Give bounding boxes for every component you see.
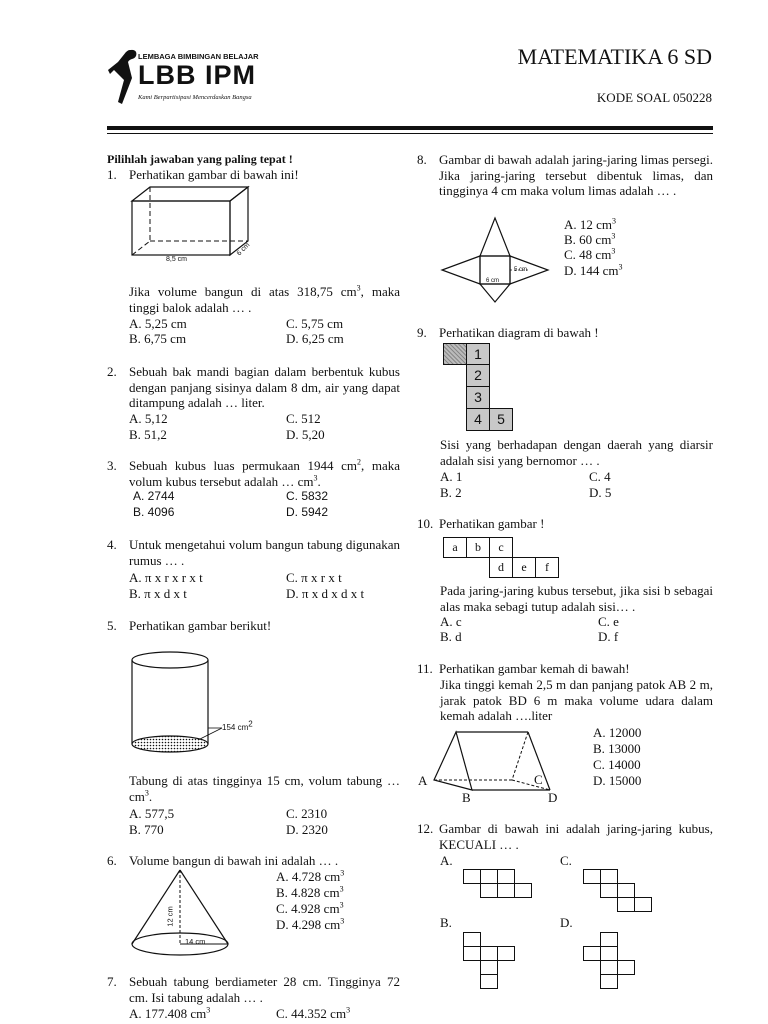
logo-org-big: LBB IPM — [138, 60, 256, 90]
q9-option-b[interactable]: B. 2 — [440, 485, 462, 500]
q11-text: Perhatikan gambar kemah di bawah! — [439, 661, 630, 676]
q6-option-c[interactable]: C. 4.928 $cm^3$ — [276, 900, 344, 916]
q6-number: 6. — [107, 853, 117, 868]
q8-option-b[interactable]: B. 60 $cm^3$ — [564, 231, 616, 247]
q1-text: Perhatikan gambar di bawah ini! — [129, 167, 299, 182]
q12-text: Gambar di bawah ini adalah jaring-jaring kubus, KECUALI … . — [439, 821, 713, 852]
q2-option-b[interactable]: B. 51,2 — [129, 427, 167, 442]
q9-face-3: 3 — [466, 386, 490, 409]
q10-option-d[interactable]: D. f — [598, 629, 619, 644]
q9-text: Perhatikan diagram di bawah ! — [439, 325, 599, 340]
q3-option-a[interactable]: A. 2744 — [133, 489, 175, 503]
logo-tagline: Kami Berpartisipasi Mencerdaskan Bangsa — [138, 94, 252, 101]
q5-body: Tabung di atas tingginya 15 cm, volum tabung … $cm^3$. — [129, 773, 400, 804]
q12-number: 12. — [417, 821, 434, 836]
q11-number: 11. — [417, 661, 433, 676]
q8-option-c[interactable]: C. 48 $cm^3$ — [564, 246, 616, 262]
cuboid-figure — [128, 185, 268, 265]
q1-label-width: 6 cm — [235, 241, 252, 258]
q11-point-c: C — [534, 772, 543, 787]
q1-option-d[interactable]: D. 6,25 cm — [286, 331, 344, 346]
question-2 — [107, 364, 400, 414]
q12-option-d[interactable]: D. — [560, 915, 573, 930]
q7-option-a[interactable]: A. 177.408 $cm^3$ — [129, 1005, 211, 1021]
q3-option-c[interactable]: C. 5832 — [286, 489, 329, 503]
q7-number: 7. — [107, 974, 117, 989]
q4-option-a[interactable]: A. π x r x r x t — [129, 570, 203, 585]
pyramid-net-figure — [440, 214, 552, 304]
cube-net-9 — [443, 343, 513, 433]
q4-option-c[interactable]: C. π x r x t — [286, 570, 342, 585]
q3-option-d[interactable]: D. 5942 — [286, 505, 329, 519]
q5-option-b[interactable]: B. 770 — [129, 822, 164, 837]
q8-label-side: 6 cm — [486, 278, 500, 284]
q1-label-length: 8,5 cm — [166, 256, 188, 263]
q6-label-height: 12 cm — [165, 906, 175, 927]
cylinder-figure — [128, 648, 238, 758]
q11-point-b: B — [462, 790, 471, 805]
q11-point-d: D — [548, 790, 558, 805]
q5-number: 5. — [107, 618, 117, 633]
q9-shaded-face — [443, 343, 467, 365]
q9-face-1: 1 — [466, 343, 490, 365]
q9-option-c[interactable]: C. 4 — [589, 469, 611, 484]
q9-face-2: 2 — [466, 364, 490, 387]
q2-option-d[interactable]: D. 5,20 — [286, 427, 325, 442]
q11-point-a: A — [418, 773, 428, 788]
q10-body: Pada jaring-jaring kubus tersebut, jika sisi b sebagai alas maka sebagi tutup adalah sisi… . — [440, 583, 713, 614]
q9-number: 9. — [417, 325, 427, 340]
q12-net-c — [583, 869, 643, 914]
q2-option-a[interactable]: A. 5,12 — [129, 411, 168, 426]
question-3 — [107, 458, 400, 490]
question-9 — [417, 325, 713, 343]
q10-face-b: b — [466, 537, 490, 558]
instruction: Pilihlah jawaban yang paling tepat ! — [107, 152, 293, 166]
q12-option-b[interactable]: B. — [440, 915, 452, 930]
q8-label-slant: 5 cm — [514, 267, 528, 273]
q1-number: 1. — [107, 167, 117, 182]
q9-option-a[interactable]: A. 1 — [440, 469, 463, 484]
q5-option-c[interactable]: C. 2310 — [286, 806, 328, 821]
q7-text: Sebuah tabung berdiameter 28 cm. Tingginya 72 cm. Isi tabung adalah … . — [129, 974, 400, 1005]
exam-code: KODE SOAL 050228 — [596, 90, 712, 105]
q1-option-a[interactable]: A. 5,25 cm — [129, 316, 187, 331]
q9-face-4: 4 — [466, 408, 490, 431]
question-12 — [417, 821, 713, 853]
q1-option-c[interactable]: C. 5,75 cm — [286, 316, 344, 331]
q10-text: Perhatikan gambar ! — [439, 516, 545, 531]
q12-option-c[interactable]: C. — [560, 853, 572, 868]
tent-figure — [426, 728, 578, 794]
question-5 — [107, 618, 400, 636]
header-rule-thin — [107, 133, 713, 134]
q5-text: Perhatikan gambar berikut! — [129, 618, 272, 633]
q11-option-d[interactable]: D. 15000 — [593, 773, 642, 788]
q5-label-area: 154 $cm^2$ — [222, 719, 253, 732]
q11-body: Jika tinggi kemah 2,5 m dan panjang patok AB 2 m, jarak patok BD 6 m maka volume udara dalam kemah adalah ….liter — [440, 677, 713, 723]
q7-option-c[interactable]: C. 44.352 $cm^3$ — [276, 1005, 351, 1021]
q2-option-c[interactable]: C. 512 — [286, 411, 321, 426]
subject-title: MATEMATIKA 6 SD — [517, 44, 712, 69]
q1-option-b[interactable]: B. 6,75 cm — [129, 331, 187, 346]
q4-option-d[interactable]: D. π x d x d x t — [286, 586, 365, 601]
header-rule-thick — [107, 126, 713, 130]
q10-number: 10. — [417, 516, 434, 531]
q11-option-c[interactable]: C. 14000 — [593, 757, 641, 772]
q10-face-c: c — [489, 537, 513, 558]
q6-option-a[interactable]: A. 4.728 $cm^3$ — [276, 868, 345, 884]
q10-face-f: f — [535, 557, 559, 578]
question-4 — [107, 537, 400, 569]
q6-label-radius: 14 cm — [185, 937, 206, 946]
q9-face-5: 5 — [489, 408, 513, 431]
q12-net-d — [583, 932, 643, 992]
q10-face-d: d — [489, 557, 513, 578]
q12-net-a — [463, 869, 523, 903]
q8-number: 8. — [417, 152, 427, 167]
q5-option-a[interactable]: A. 577,5 — [129, 806, 175, 821]
question-8 — [417, 152, 713, 216]
q2-text: Sebuah bak mandi bagian dalam berbentuk kubus dengan panjang sisinya dalam 8 dm, air yang dapat ditampung adalah … liter. — [129, 364, 400, 410]
q6-option-d[interactable]: D. 4.298 $cm^3$ — [276, 916, 345, 932]
logo-org-small: LEMBAGA BIMBINGAN BELAJAR — [138, 52, 259, 61]
q8-option-a[interactable]: A. 12 $cm^3$ — [564, 216, 617, 232]
q1-body: Jika volume bangun di atas 318,75 $cm^3$, maka tinggi balok adalah … . — [129, 283, 400, 315]
q3-text: Sebuah kubus luas permukaan 1944 $cm^2$, maka volum kubus tersebut adalah … $cm^3$. — [129, 457, 401, 489]
q6-text: Volume bangun di bawah ini adalah … . — [129, 853, 339, 868]
q8-text: Gambar di bawah adalah jaring-jaring limas persegi. Jika jaring-jaring tersebut dibentuk limas, dan tingginya 4 cm maka volum limas adalah … . — [439, 152, 713, 198]
q4-option-b[interactable]: B. π x d x t — [129, 586, 187, 601]
q11-option-a[interactable]: A. 12000 — [593, 725, 642, 740]
q12-net-b — [463, 932, 523, 992]
q12-option-a[interactable]: A. — [440, 853, 453, 868]
cone-figure — [128, 868, 238, 960]
q4-number: 4. — [107, 537, 117, 552]
q10-option-a[interactable]: A. c — [440, 614, 462, 629]
q9-option-d[interactable]: D. 5 — [589, 485, 612, 500]
q10-option-b[interactable]: B. d — [440, 629, 462, 644]
q4-text: Untuk mengetahui volum bangun tabung digunakan rumus … . — [129, 537, 400, 568]
q10-face-a: a — [443, 537, 467, 558]
q6-option-b[interactable]: B. 4.828 $cm^3$ — [276, 884, 344, 900]
q11-option-b[interactable]: B. 13000 — [593, 741, 641, 756]
q9-body: Sisi yang berhadapan dengan daerah yang diarsir adalah sisi yang bernomor … . — [440, 437, 713, 468]
q8-option-d[interactable]: D. 144 $cm^3$ — [564, 262, 623, 278]
question-7 — [107, 974, 400, 1006]
logo — [108, 48, 278, 106]
q2-number: 2. — [107, 364, 117, 379]
q5-option-d[interactable]: D. 2320 — [286, 822, 328, 837]
q3-number: 3. — [107, 458, 117, 473]
q10-face-e: e — [512, 557, 536, 578]
cube-net-10 — [443, 537, 559, 579]
q3-option-b[interactable]: B. 4096 — [133, 505, 175, 519]
q10-option-c[interactable]: C. e — [598, 614, 619, 629]
question-10 — [417, 516, 713, 534]
